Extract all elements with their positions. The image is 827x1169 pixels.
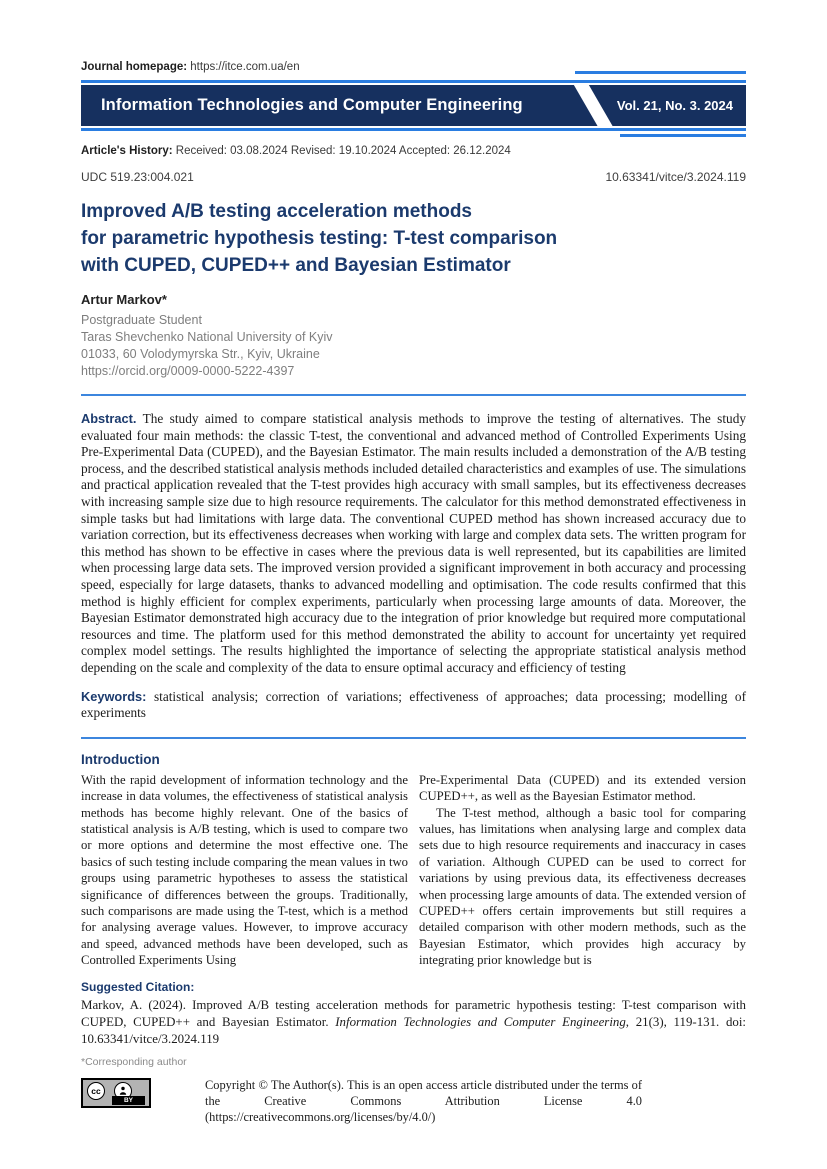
article-title-line3: with CUPED, CUPED++ and Bayesian Estimator — [81, 255, 511, 276]
udc-code: UDC 519.23:004.021 — [81, 170, 194, 184]
section-divider-1 — [81, 394, 746, 396]
author-position: Postgraduate Student — [81, 313, 202, 327]
journal-homepage-url[interactable]: https://itce.com.ua/en — [190, 61, 300, 73]
author-orcid-url[interactable]: https://orcid.org/0009-0000-5222-4397 — [81, 364, 295, 378]
doi-code[interactable]: 10.63341/vitce/3.2024.119 — [605, 170, 746, 184]
abstract-label: Abstract. — [81, 411, 137, 426]
keywords-paragraph — [81, 689, 746, 722]
author-affiliation: Taras Shevchenko National University of Kyiv — [81, 330, 333, 344]
license-row — [81, 1078, 746, 1125]
accent-rule-bottom-short — [620, 134, 746, 137]
suggested-citation-text — [81, 997, 746, 1049]
keywords-label: Keywords: — [81, 688, 147, 704]
article-title-line2: for parametric hypothesis testing: T-test comparison — [81, 228, 558, 249]
suggested-citation-heading: Suggested Citation: — [81, 979, 195, 994]
author-name: Artur Markov* — [81, 292, 167, 307]
masthead-bottom-rules — [81, 128, 746, 137]
citation-text-end: , 21(3), 119-131. doi: 10.63341/vitce/3.2024.119 — [81, 1014, 747, 1047]
udc-doi-row — [81, 170, 746, 184]
article-history-label: Article's History: — [81, 145, 173, 157]
diagonal-stripe — [570, 85, 617, 126]
accent-rule-top-short — [575, 71, 746, 74]
introduction-left-text: With the rapid development of information technology and the increase in data volumes, the effectiveness of statistical analysis methods has become highly relevant. One of the basics of statistical analysis is A/B testing, which is used to compare two or more options and determine the most effective one. The basics of such testing include comparing the mean values in two groups using parametric hypotheses to assess the statistical significance of differences between the groups. Traditionally, such comparisons are made using the T-test, which is a method for analysing average values. However, to improve accuracy and speed, advanced methods have been developed, such as Controlled Experiments Using — [81, 772, 408, 968]
cc-icon: cc — [87, 1082, 105, 1100]
author-details — [81, 312, 746, 380]
article-title-line1: Improved A/B testing acceleration methods — [81, 201, 472, 222]
accent-rule-bottom-full — [81, 128, 746, 131]
cc-by-badge[interactable] — [81, 1078, 151, 1108]
introduction-right-paragraph2: The T-test method, although a basic tool for comparing values, has limitations when analysing large and complex data sets due to high resource requirements and inaccuracy in cases of variation. Although CUPED can be used to correct for variations by using previous data, its effectiveness decreases when processing large amounts of data. The extended version of CUPED++ offers certain improvements but still requires a detailed comparison with other modern methods, such as the Bayesian Estimator, which provides high accuracy by integrating prior knowledge but is — [419, 805, 746, 968]
keywords-text: statistical analysis; correction of variations; effectiveness of approaches; data processing; modelling of experiments — [81, 688, 746, 721]
corresponding-author-footnote: *Corresponding author — [81, 1056, 187, 1069]
author-address: 01033, 60 Volodymyrska Str., Kyiv, Ukraine — [81, 347, 320, 361]
citation-journal-name: Information Technologies and Computer Engineering — [335, 1014, 626, 1029]
section-divider-2 — [81, 737, 746, 739]
citation-text-start: Markov, A. (2024). Improved A/B testing acceleration methods for parametric hypothesis testing: T-test comparison with CUPED, CUPED++ and Bayesian Estimator. — [81, 997, 746, 1029]
accent-rule-top-full — [81, 80, 746, 83]
copyright-text: Copyright © The Author(s). This is an open access article distributed under the terms of the Creative Commons Attribution License 4.0 (https://creativecommons.org/licenses/by/4.0/) — [205, 1078, 642, 1124]
volume-info: Vol. 21, No. 3. 2024 — [616, 98, 733, 113]
abstract-paragraph — [81, 411, 746, 677]
journal-homepage-row — [81, 61, 746, 76]
introduction-right-column — [419, 772, 746, 969]
journal-title: Information Technologies and Computer Engineering — [101, 96, 523, 114]
introduction-right-continuation: Pre-Experimental Data (CUPED) and its extended version CUPED++, as well as the Bayesian Estimator method. — [419, 772, 746, 804]
article-history-dates: Received: 03.08.2024 Revised: 19.10.2024 Accepted: 26.12.2024 — [175, 145, 511, 157]
journal-homepage-label: Journal homepage: — [81, 61, 188, 73]
introduction-columns — [81, 772, 746, 969]
introduction-heading: Introduction — [81, 751, 160, 767]
article-history-row — [81, 145, 746, 157]
introduction-left-column — [81, 772, 408, 969]
by-label: BY — [112, 1096, 145, 1105]
article-title — [81, 198, 746, 279]
masthead-bar — [81, 85, 746, 126]
abstract-text: The study aimed to compare statistical analysis methods to improve the testing of alternatives. The study evaluated four main methods: the classic T-test, the conventional and advanced method of Controlled Experiments Using Pre-Experimental Data (CUPED), and the Bayesian Estimator. The main results included a demonstration of the A/B testing process, and the described statistical analysis methods included detailed characteristics and examples of use. The simulations and practical application revealed that the T-test provides high accuracy with small samples, but its effectiveness decreases with increasing sample size due to high resource requirements. The calculator for this method demonstrated effectiveness in simple tasks but had limitations with large data. The conventional CUPED method has shown increased accuracy due to variation correction, but its effectiveness decreases when working with large and complex data sets. The written program for this method has shown to be effective in cases where the previous data is well represented, but its capabilities are limited when processing large data sets. The improved version provided a significant improvement in both accuracy and processing speed, especially for large datasets, thanks to advanced modelling and optimisation. The code results confirmed that this method is highly efficient for complex experiments, particularly when processing large amounts of data. Moreover, the Bayesian Estimator demonstrated high accuracy due to the integration of prior knowledge but required more computational resources and time. The platform used for this method demonstrated the ability to account for uncertainty yet required complex model settings. The results highlighted the importance of selecting the appropriate statistical analysis method depending on the scale and complexity of the data to ensure optimal accuracy and efficiency of testing — [81, 411, 746, 675]
